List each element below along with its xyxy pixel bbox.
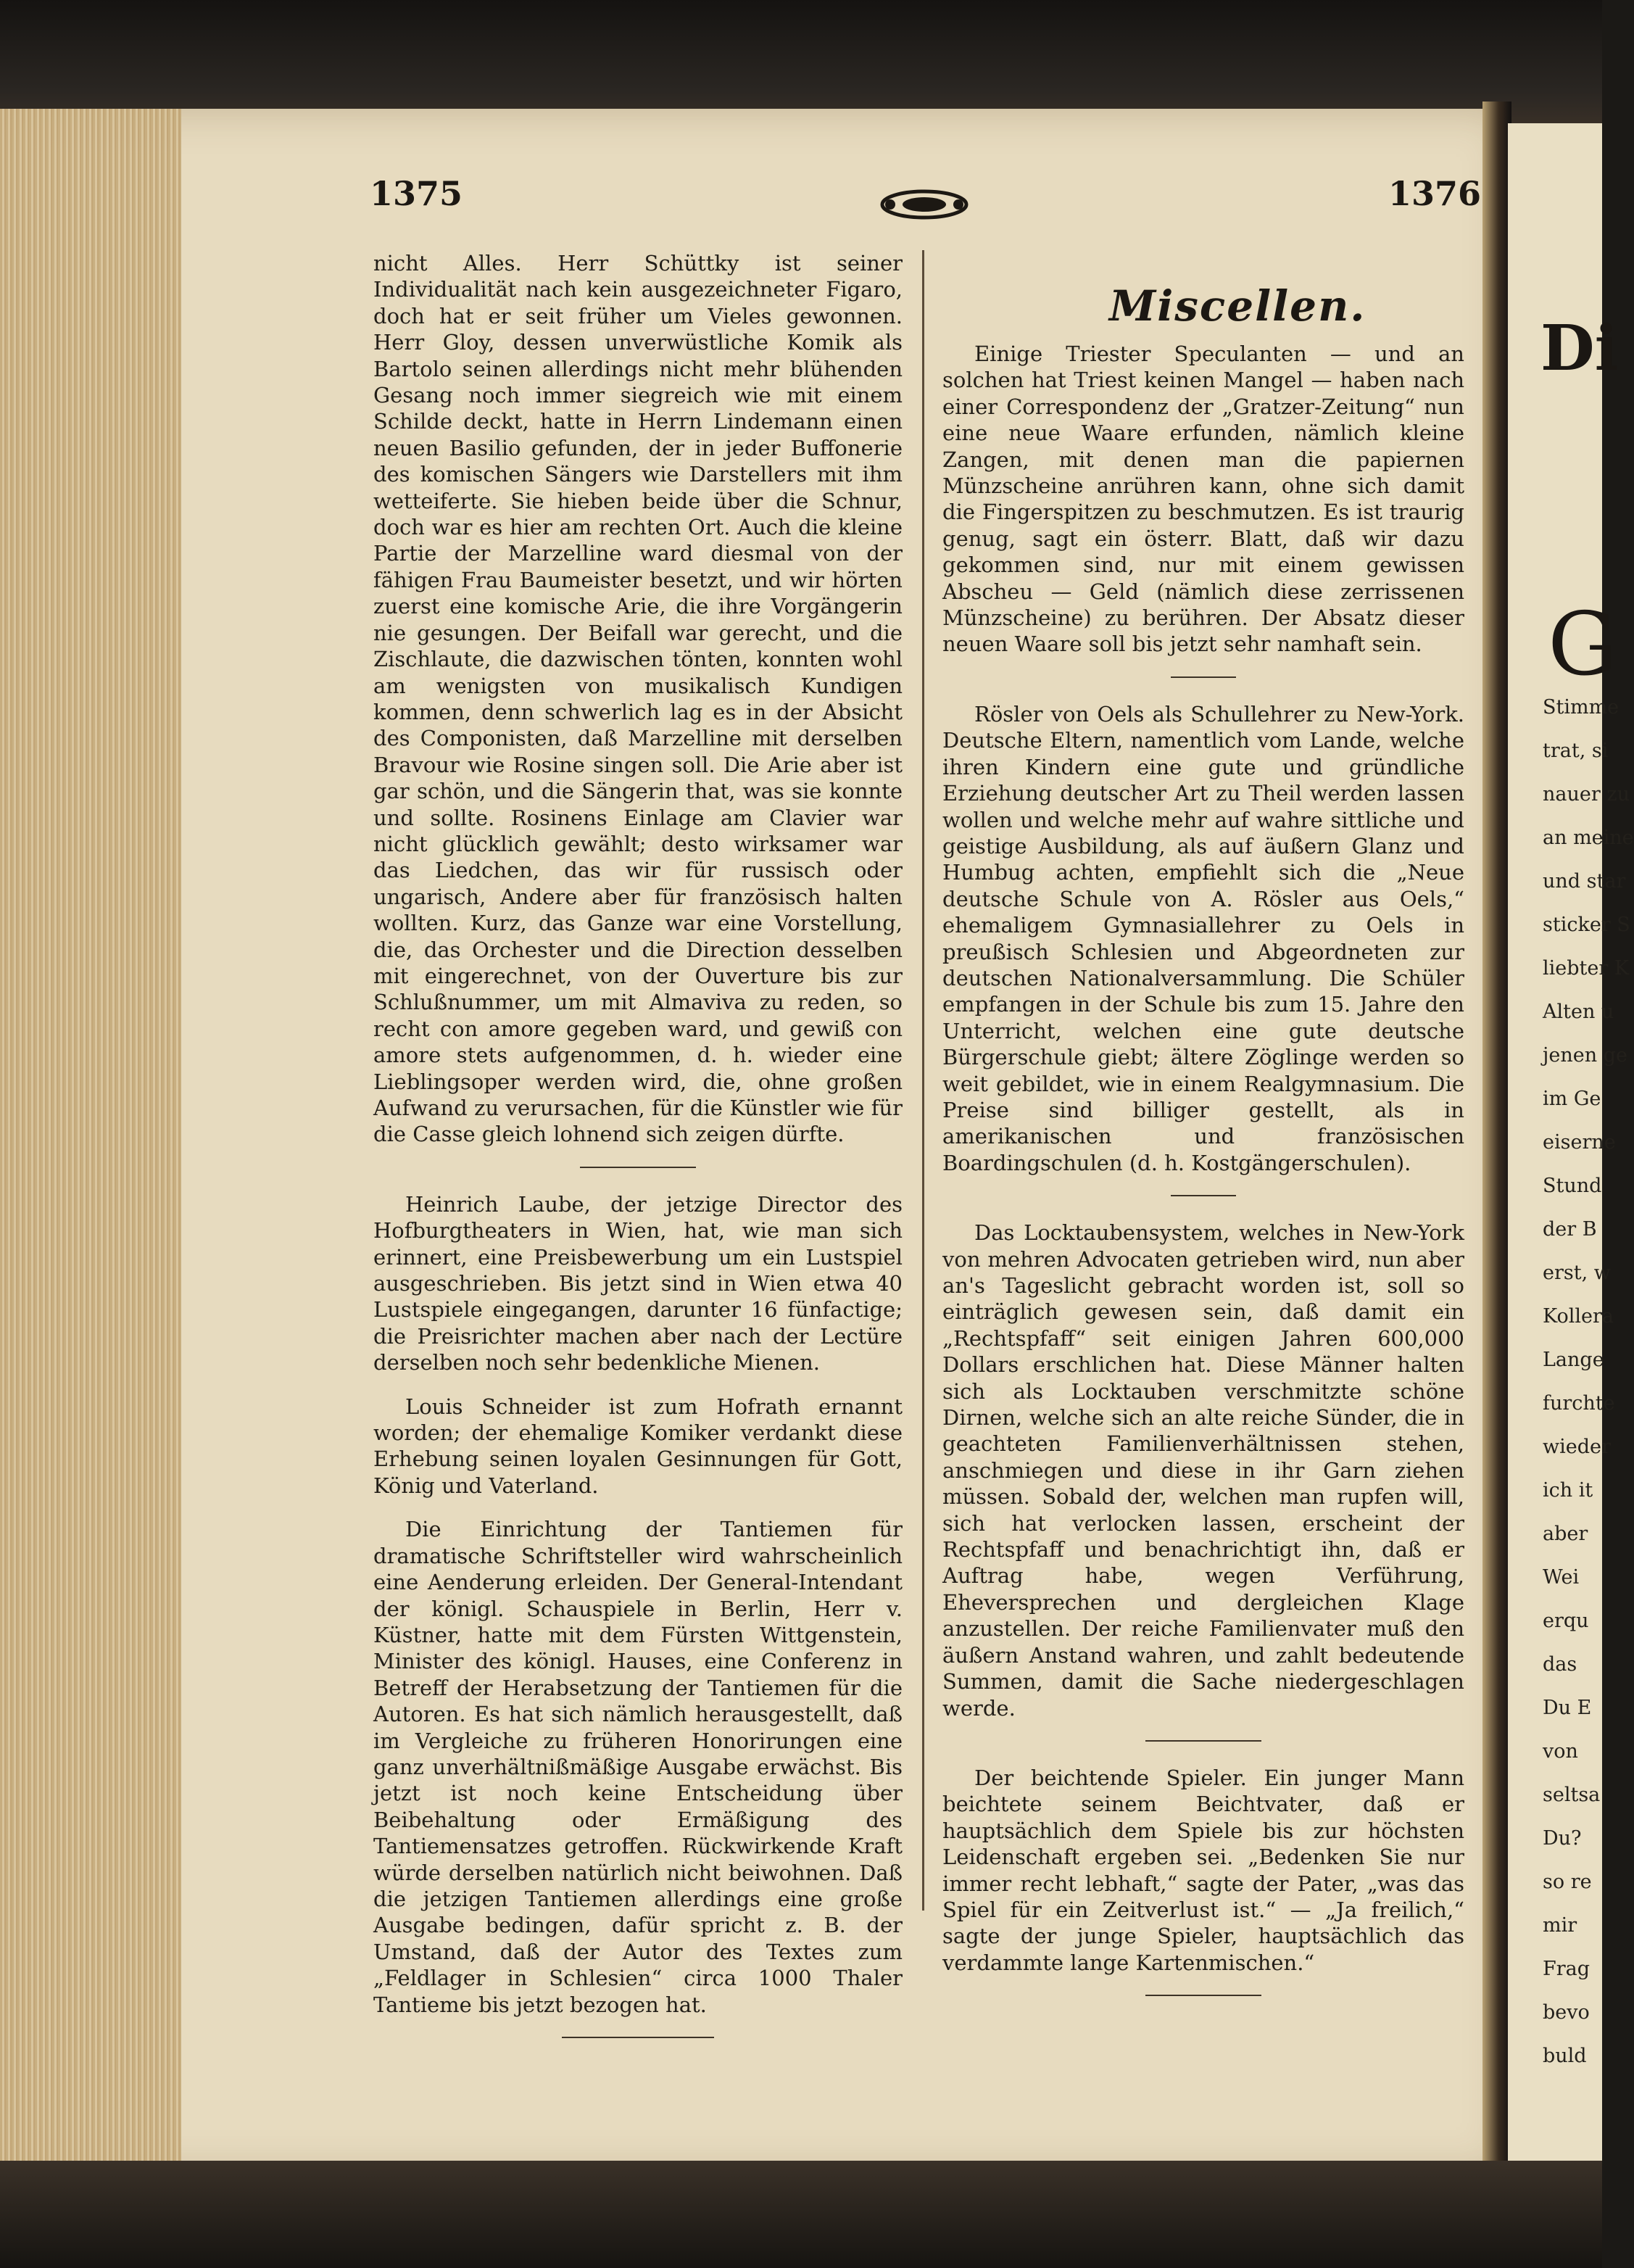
article-paragraph: Der beichtende Spieler. Ein junger Mann beichtete seinem Beichtvater, daß er hauptsächlich dem Spiele bis zur höchsten Leidenschaft ergeben sei. „Bedenken Sie nur immer recht lebhaft,“ sagte der Pater, „was das Spiel für ein Zeitverlust ist.“ — „Ja freilich,“ sagte der junge Spieler, hauptsächlich das verdammte lange Kartenmischen.“ (942, 1765, 1464, 1975)
article-paragraph: Heinrich Laube, der jetzige Director des Hofburgtheaters in Wien, hat, wie man sich erinnert, eine Preisbewerbung um ein Lustspiel ausgeschrieben. Bis jetzt sind in Wien etwa 40 Lustspiele eingegangen, darunter 16 fünfactige; die Preisrichter machen aber nach der Lectüre derselben noch sehr bedenkliche Mienen. (373, 1191, 903, 1375)
next-page-fragment (1508, 123, 1634, 2168)
section-title: Miscellen. (1109, 281, 1366, 331)
next-page-line: erst, w (1543, 1262, 1611, 1284)
header-ornament-icon (877, 185, 971, 227)
next-page-line: an meine (1543, 827, 1634, 849)
next-page-line: Kollera (1543, 1305, 1614, 1328)
next-page-line: mir (1543, 1914, 1577, 1937)
section-rule (580, 1167, 696, 1168)
next-page-line: der B (1543, 1218, 1597, 1241)
section-rule (1171, 1195, 1236, 1196)
page-number-left: 1375 (370, 174, 463, 213)
next-page-line: Du? (1543, 1827, 1582, 1850)
column-divider (922, 250, 924, 1911)
section-rule (562, 2037, 714, 2038)
next-page-line: Stund (1543, 1175, 1602, 1197)
next-page-line: Alten u (1543, 1001, 1614, 1023)
book-gutter (1482, 102, 1511, 2175)
next-page-line: so re (1543, 1871, 1592, 1893)
next-page-line: furchte (1543, 1392, 1615, 1415)
next-page-line: Du E (1543, 1697, 1592, 1719)
next-page-line: erqu (1543, 1610, 1589, 1632)
article-paragraph: Das Locktaubensystem, welches in New-York von mehren Advocaten getrieben wird, nun aber an's Tageslicht gebracht worden ist, soll so einträglich gewesen sein, daß damit ein „Rechtspfaff“ seit einigen Jahren 600,000 Dollars erschlichen hat. Diese Männer halten sich als Locktauben verschmitzte schöne Dirnen, welche sich an alte reiche Sünder, die in geachteten Familienverhältnissen stehen, anschmiegen und diese in ihr Garn ziehen müssen. Sobald der, welchen man rupfen will, sich hat verlocken lassen, erscheint der Rechtspfaff und benachrichtigt ihn, daß er Auftrag habe, wegen Verführung, Eheversprechen und dergleichen Klage anzustellen. Der reiche Familienvater muß den äußern Anstand wahren, und zahlt bedeutende Summen, damit die Sache niedergeschlagen werde. (942, 1220, 1464, 1721)
next-page-line: sticker S (1543, 914, 1630, 936)
next-page-line: ich it (1543, 1479, 1593, 1502)
article-paragraph: Rösler von Oels als Schullehrer zu New-York. Deutsche Eltern, namentlich vom Lande, welche ihren Kindern eine gute und gründliche Erziehung deutscher Art zu Theil werden lassen wollen und welche mehr auf wahre sittliche und geistige Ausbildung, als auf äußern Glanz und Humbug achten, empfiehlt sich die „Neue deutsche Schule von A. Rösler aus Oels,“ ehemaligem Gymnasiallehrer zu Oels in preußisch Schlesien und Abgeordneten zur deutschen Nationalversammlung. Die Schüler empfangen in der Schule bis zum 15. Jahre den Unterricht, welchen eine gute deutsche Bürgerschule giebt; ältere Zöglinge werden so weit gebildet, wie in einem Realgymnasium. Die Preise sind billiger gestellt, als in amerikanischen und französischen Boardingschulen (d. h. Kostgängerschulen). (942, 701, 1464, 1175)
scan-background-bottom (0, 2161, 1602, 2268)
next-page-line: Stimme (1543, 696, 1620, 719)
left-column (373, 250, 903, 2061)
next-page-initial: G (1548, 595, 1617, 695)
next-page-line: von (1543, 1740, 1578, 1763)
next-page-title: Di (1540, 312, 1619, 385)
article-paragraph: Die Einrichtung der Tantiemen für dramatische Schriftsteller wird wahrscheinlich eine Aenderung erleiden. Der General-Intendant der königl. Schauspiele in Berlin, Herr v. Küstner, hatte mit dem Fürsten Wittgenstein, Minister des königl. Hauses, eine Conferenz in Betreff der Herabsetzung der Tantiemen für die Autoren. Es hat sich nämlich herausgestellt, daß im Vergleiche zu früheren Honorirungen eine ganz unverhältnißmäßige Ausgabe erwächst. Bis jetzt ist noch keine Entscheidung über Beibehaltung oder Ermäßigung des Tantiemensatzes getroffen. Rückwirkende Kraft würde derselben natürlich nicht beiwohnen. Daß die jetzigen Tantiemen allerdings eine große Ausgabe bedingen, dafür spricht z. B. der Umstand, daß der Autor des Textes zum „Feldlager in Schlesien“ circa 1000 Thaler Tantieme bis jetzt bezogen hat. (373, 1517, 903, 2017)
page-stack-edge (0, 109, 181, 2175)
section-rule (1145, 1740, 1261, 1742)
next-page-line: eiserne (1543, 1131, 1616, 1154)
page-number-right: 1376 (1388, 174, 1482, 213)
next-page-line: Frag (1543, 1958, 1591, 1980)
next-page-line: Lange (1543, 1349, 1604, 1371)
right-column (942, 341, 1464, 2019)
article-paragraph: nicht Alles. Herr Schüttky ist seiner Individualität nach kein ausgezeichneter Figaro, doch hat er seit früher um Vieles gewonnen. Herr Gloy, dessen unverwüstliche Komik als Bartolo seinen allerdings nicht mehr blühenden Gesang noch immer siegreich wie mit einem Schilde deckt, hatte in Herrn Lindemann einen neuen Basilio gefunden, der in jeder Buffonerie des komischen Sängers wie Darstellers mit ihm wetteiferte. Sie hieben beide über die Schnur, doch war es hier am rechten Ort. Auch die kleine Partie der Marzelline ward diesmal von der fähigen Frau Baumeister besetzt, und wir hörten zuerst eine komische Arie, die ihre Vorgängerin nie gesungen. Der Beifall war gerecht, und die Zischlaute, die dazwischen tönten, konnten wohl am wenigsten von musikalisch Kundigen kommen, denn schwerlich lag es in der Absicht des Componisten, daß Marzelline mit derselben Bravour wie Rosine singen soll. Die Arie aber ist gar schön, und die Sängerin that, was sie konnte und sollte. Rosinens Einlage am Clavier war nicht glücklich gewählt; desto wirksamer war das Liedchen, das wir für russisch oder ungarisch, Andere aber für französisch halten wollten. Kurz, das Ganze war eine Vorstellung, die, das Orchester und die Direction desselben mit eingerechnet, von der Ouverture bis zur Schlußnummer, um mit Almaviva zu reden, so recht con amore gegeben ward, und gewiß con amore stets aufgenommen, d. h. wieder eine Lieblingsoper werden wird, die, ohne großen Aufwand zu verursachen, für die Künstler wie für die Casse gleich lohnend sich zeigen dürfte. (373, 251, 903, 1147)
article-paragraph: Einige Triester Speculanten — und an solchen hat Triest keinen Mangel — haben nach einer Correspondenz der „Gratzer-Zeitung“ nun eine neue Waare erfunden, nämlich kleine Zangen, mit denen man die papiernen Münzscheine anrühren kann, ohne sich damit die Fingerspitzen zu beschmutzen. Es ist traurig genug, sagt ein österr. Blatt, daß wir dazu gekommen sind, nur mit einem gewissen Abscheu — Geld (nämlich diese zerrissenen Münzscheine) zu berühren. Der Absatz dieser neuen Waare soll bis jetzt sehr namhaft sein. (942, 342, 1464, 657)
next-page-line: buld (1543, 2045, 1587, 2067)
next-page-line: Wei (1543, 1566, 1580, 1589)
next-page-line: trat, si (1543, 740, 1609, 762)
next-page-line: und star (1543, 870, 1626, 893)
next-page-line: aber (1543, 1523, 1588, 1545)
section-rule (1145, 1995, 1261, 1996)
next-page-line: das (1543, 1653, 1577, 1676)
next-page-line: liebter K (1543, 957, 1630, 980)
article-paragraph: Louis Schneider ist zum Hofrath ernannt worden; der ehemalige Komiker verdankt diese Erhebung seinen loyalen Gesinnungen für Gott, König und Vaterland. (373, 1394, 903, 1498)
next-page-line: seltsa (1543, 1784, 1601, 1806)
next-page-line: bevo (1543, 2001, 1590, 2024)
next-page-line: wieder (1543, 1436, 1611, 1458)
section-rule (1171, 676, 1236, 678)
next-page-line: im Ge (1543, 1088, 1601, 1110)
next-page-line: jenen ge (1543, 1044, 1627, 1067)
next-page-line: nauer zu (1543, 783, 1630, 806)
